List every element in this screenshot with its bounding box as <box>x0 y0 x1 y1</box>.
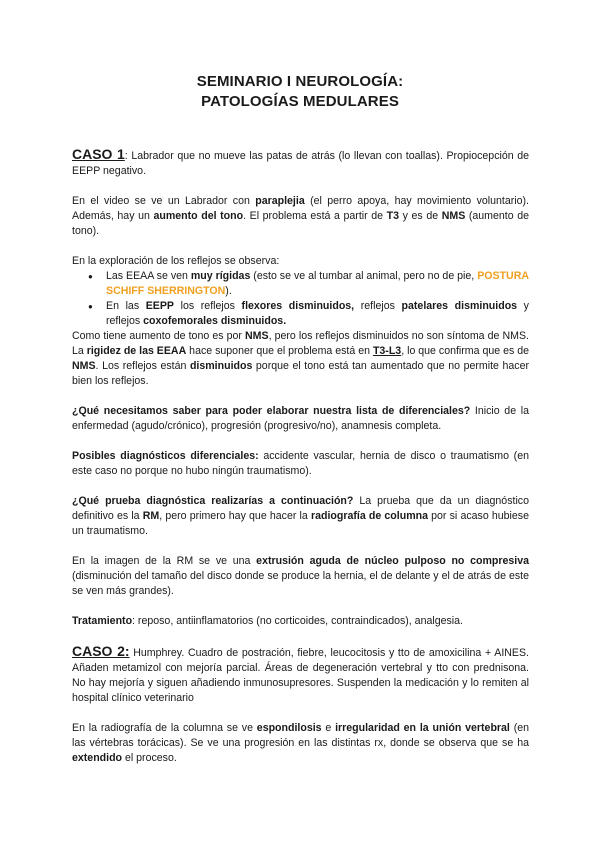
caso1-intro-text: : Labrador que no mueve las patas de atrás (lo llevan con toallas). Propiocepción de EEPP negativo. <box>72 150 530 177</box>
question-diagnostic-test: ¿Qué prueba diagnóstica realizarías a continuación? La prueba que da un diagnóstico definitivo es la RM, pero primero hay que hacer la radiografía de columna por si acaso hubiese un traumatismo. <box>72 495 529 537</box>
schiff-sherrington-highlight: POSTURA SCHIFF SHERRINGTON <box>106 270 529 297</box>
rm-paragraph: En la imagen de la RM se ve una extrusión aguda de núcleo pulposo no compresiva (disminución del tamaño del disco donde se produce la hernia, el de delante y el de atrás de este se ven más grandes). <box>72 555 530 597</box>
caso2-intro-text: Humphrey. Cuadro de postración, fiebre, leucocitosis y tto de amoxicilina + AINES. Añaden metamizol con mejoría parcial. Áreas de degeneración vertebral y tto con prednisona. No hay mejoría y siguen añadiendo inmunosupresores. Suspenden la medicación y lo remiten al hospital clínico veterinario <box>72 647 529 704</box>
reflexes-intro: En la exploración de los reflejos se observa: <box>72 255 280 267</box>
question-differentials: ¿Qué necesitamos saber para poder elaborar nuestra lista de diferenciales? Inicio de la enfermedad (agudo/crónico), progresión (progresivo/no), anamnesis completa. <box>72 405 529 432</box>
caso2-heading: CASO 2: <box>72 643 130 659</box>
caso1-intro <box>72 147 529 179</box>
list-item: ● En las EEPP los reflejos flexores disminuidos, reflejos patelares disminuidos y reflejos coxofemorales disminuidos. <box>106 299 529 329</box>
page-title-line-1: SEMINARIO I NEUROLOGÍA: <box>196 73 404 90</box>
possible-diagnoses: Posibles diagnósticos diferenciales: accidente vascular, hernia de disco o traumatismo (en este caso no porque no hubo ningún traumatismo). <box>72 450 529 477</box>
caso2-intro <box>72 644 529 706</box>
tone-paragraph: Como tiene aumento de tono es por NMS, pero los reflejos disminuidos no son síntoma de NMS. La rigidez de las EEAA hace suponer que el problema está en T3-L3, lo que confirma que es de NMS. Los reflejos están disminuidos porque el tono está tan aumentado que no permite hacer bien los reflejos. <box>72 330 529 387</box>
caso1-heading: CASO 1 <box>72 146 125 162</box>
caso2-radiography-paragraph: En la radiografía de la columna se ve espondilosis e irregularidad en la unión vertebral (en las vértebras torácicas). Se ve una progresión en las distintas rx, donde se observa que se ha extendido el proceso. <box>72 722 530 764</box>
treatment-paragraph: Tratamiento: reposo, antiinflamatorios (no corticoides, contraindicados), analgesia. <box>72 615 463 627</box>
caso1-video-paragraph: En el video se ve un Labrador con paraplejia (el perro apoya, hay movimiento voluntario). Además, hay un aumento del tono. El problema está a partir de T3 y es de NMS (aumento de tono). <box>72 195 530 237</box>
page-title-line-2: PATOLOGÍAS MEDULARES <box>201 93 399 110</box>
reflexes-list <box>72 269 529 329</box>
list-item: ● Las EEAA se ven muy rígidas (esto se ve al tumbar al animal, pero no de pie, POSTURA SCHIFF SHERRINGTON). <box>106 269 529 299</box>
document-body <box>72 147 529 766</box>
